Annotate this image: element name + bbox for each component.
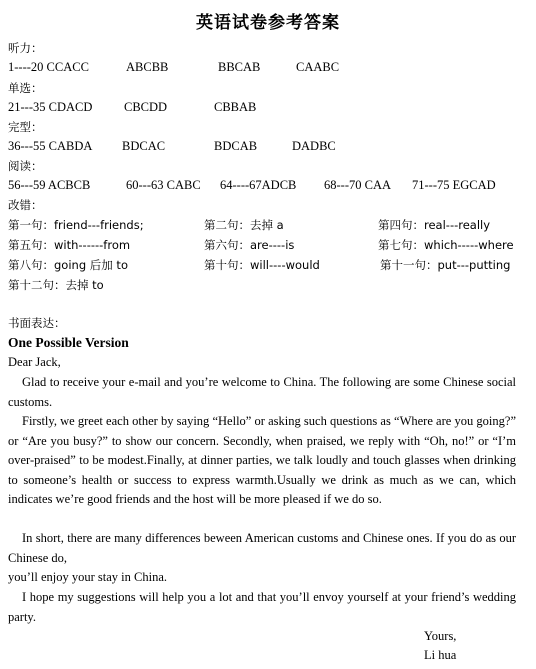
listening-answers [8,60,340,75]
paragraph-3: In short, there are many differences beween American customs and Chinese ones. If you do as our Chinese do, [8,531,516,565]
paragraph-4: I hope my suggestions will help you a lot and that you’ll envoy yourself at your friend’s wedding party. [8,590,516,624]
cloze-group-4: DADBC [292,139,336,153]
correction-item: 第八句：going 后加 to [8,258,128,272]
listening-group-4: CAABC [296,60,340,74]
reading-part-3: 64----67ADCB [220,178,297,192]
cloze-group-2: BDCAC [122,139,166,153]
correction-item: 第四句：real---really [378,218,491,232]
correction-item: 第十句：will----would [204,258,320,272]
correction-item: 第五句：with------from [8,238,131,252]
choice-group-2: CBCDD [124,100,168,114]
reading-part-4: 68---70 CAA [324,178,392,192]
listening-group-2: ABCBB [126,60,169,74]
correction-item: 第六句：are----is [204,238,295,252]
version-title: One Possible Version [8,335,129,350]
reading-heading: 阅读： [8,159,43,173]
cloze-group-1: CABDA [48,139,93,153]
correction-item: 第十一句：put---putting [380,258,511,272]
listening-group-1: CCACC [46,60,89,74]
page-title: 英语试卷参考答案 [196,13,340,33]
listening-range: 1----20 [8,60,44,74]
correction-item: 第十二句：去掉 to [8,278,104,292]
correction-item: 第二句：去掉 a [204,218,284,232]
paragraph-1: Glad to receive your e-mail and you’re welcome to China. The following are some Chinese social customs. [8,375,516,409]
choice-range: 21---35 [8,100,46,114]
reading-part-5: 71---75 EGCAD [412,178,496,192]
reading-part-2: 60---63 CABC [126,178,201,192]
closing: Yours, [424,629,457,643]
choice-answers [8,100,257,115]
paragraph-3-continued: you’ll enjoy your stay in China. [8,570,168,584]
correction-heading: 改错： [8,198,43,212]
cloze-group-3: BDCAB [214,139,258,153]
listening-heading: 听力： [8,41,43,55]
reading-part-1: 56---59 ACBCB [8,178,91,192]
choice-group-1: CDACD [48,100,93,114]
choice-group-3: CBBAB [214,100,257,114]
cloze-range: 36---55 [8,139,46,153]
listening-group-3: BBCAB [218,60,261,74]
choice-heading: 单选： [8,81,43,95]
correction-item: 第一句：friend---friends; [8,218,144,232]
salutation: Dear Jack, [8,355,61,369]
correction-item: 第七句：which-----where [378,238,514,252]
cloze-answers [8,139,336,154]
signature: Li hua [424,648,457,662]
cloze-heading: 完型： [8,120,43,134]
writing-heading: 书面表达： [8,316,66,330]
paragraph-2: Firstly, we greet each other by saying “Hello” or asking such questions as “Where are you going?” or “Are you busy?” to show our concern. Secondly, when praised, we reply with “Oh, no!” or “I’m over-praised” to be modest.Finally, at dinner parties, we talk loudly and touch glasses when drinking to someone’s health or success to express warmth.Usually we drink as much as we can, which indicates we’re good friends and the host will be more pleased if we do so. [8,414,516,506]
